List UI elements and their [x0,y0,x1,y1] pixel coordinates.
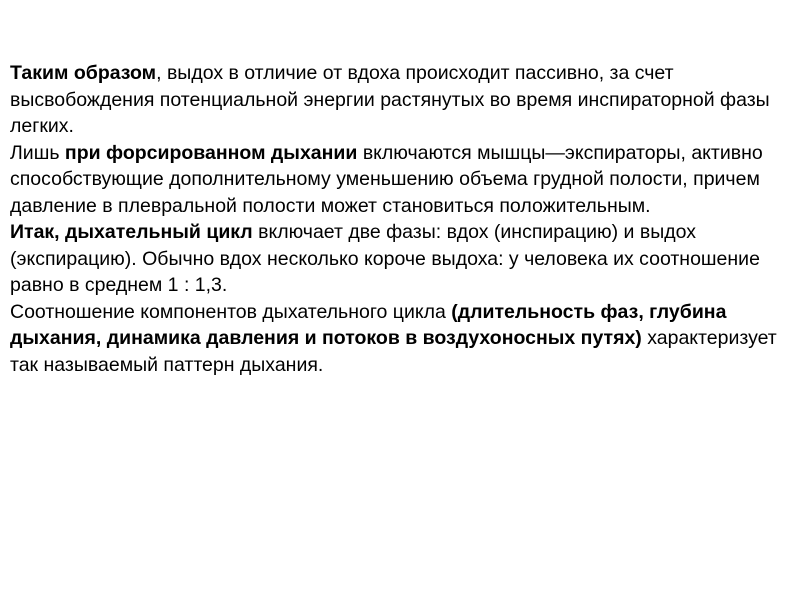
paragraph-text: включает две фазы: вдох (инспирацию) и выдох (экспирацию). Обычно вдох несколько короче выдоха: у человека их соотношение равно в среднем 1 : 1,3. [10,221,760,296]
paragraph-text: Соотношение компонентов дыхательного цикла [10,300,452,323]
paragraph-respiratory-cycle [10,219,792,299]
bold-phrase: при форсированном дыхании [64,141,358,164]
paragraph-text: , выдох в отличие от вдоха происходит пассивно, за счет высвобождения потенциальной энергии растянутых во время инспираторной фазы легких. [10,62,770,137]
paragraph-text: Лишь [10,141,65,164]
paragraph-text: характеризует так называемый паттерн дыхания. [10,327,777,376]
bold-phrase: (длительность фаз, глубина дыхания, динамика давления и потоков в воздухоносных путях) [10,300,727,349]
bold-phrase: Таким образом [10,62,157,84]
paragraph-text: включаются мышцы—экспираторы, активно способствующие дополнительному уменьшению объема грудной полости, причем давление в плевральной полости может становиться положительным. [10,141,763,217]
text-block [10,60,792,378]
paragraph-forced-breathing [10,140,792,220]
paragraph-expiration-passive [10,60,792,140]
bold-phrase: Итак, дыхательный цикл [10,221,253,243]
paragraph-breathing-pattern [10,299,792,379]
